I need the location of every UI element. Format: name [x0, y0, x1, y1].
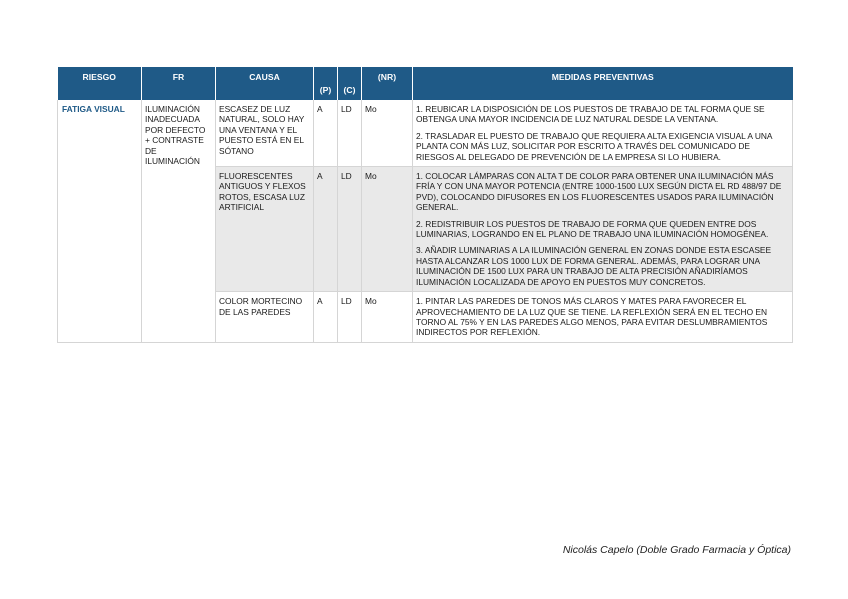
nr-cell: Mo	[362, 292, 413, 343]
medida-item: 2. TRASLADAR EL PUESTO DE TRABAJO QUE REQUIERA ALTA EXIGENCIA VISUAL A UNA PLANTA CON MÁS LUZ, SOLICITAR POR ESCRITO A TRAVÉS DEL COMUNICADO DE RIESGOS AL DELEGADO DE PREVENCIÓN DE LA EMPRESA SI LO HUBIERA.	[416, 130, 773, 162]
p-cell: A	[314, 292, 338, 343]
c-cell: LD	[338, 100, 362, 167]
medida-item: 1. PINTAR LAS PAREDES DE TONOS MÁS CLAROS Y MATES PARA FAVORECER EL APROVECHAMIENTO DE LA LUZ QUE SE TIENE. LA REFLEXIÓN SERÁ EN EL TECHO EN TORNO AL 75% Y EN LAS PAREDES ALGO MENOS, PARA EVITAR DESLUMBRAMIENTOS INDIRECTOS POR REFLEXIÓN.	[416, 296, 768, 338]
header-riesgo: RIESGO	[58, 67, 142, 100]
p-cell: A	[314, 100, 338, 167]
header-causa: CAUSA	[216, 67, 314, 100]
header-medidas: MEDIDAS PREVENTIVAS	[413, 67, 793, 100]
table-header-row	[58, 67, 793, 100]
fr-cell: ILUMINACIÓN INADECUADA POR DEFECTO + CONTRASTE DE ILUMINACIÓN	[142, 100, 216, 342]
medida-item: 1. REUBICAR LA DISPOSICIÓN DE LOS PUESTOS DE TRABAJO DE TAL FORMA QUE SE OBTENGA UNA MAYOR INCIDENCIA DE LUZ NATURAL DESDE LA VENTANA.	[416, 104, 765, 125]
risk-assessment-table	[57, 67, 793, 343]
riesgo-cell: FATIGA VISUAL	[58, 100, 142, 342]
header-p: (P)	[314, 67, 338, 100]
causa-cell: FLUORESCENTES ANTIGUOS Y FLEXOS ROTOS, ESCASA LUZ ARTIFICIAL	[216, 167, 314, 292]
header-fr: FR	[142, 67, 216, 100]
header-nr: (NR)	[362, 67, 413, 100]
medida-item: 3. AÑADIR LUMINARIAS A LA ILUMINACIÓN GENERAL EN ZONAS DONDE ESTA ESCASEE HASTA ALCANZAR LOS 1000 LUX DE FORMA GENERAL. ADEMÁS, PARA LOGRAR UNA ILUMINACIÓN DE 1500 LUX PARA UN TRABAJO DE ALTA PRECISIÓN AÑADIRÍAMOS ILUMINACIÓN LOCALIZADA DE APOYO EN PUESTOS MUY CONCRETOS.	[416, 245, 772, 287]
medidas-cell	[413, 100, 793, 167]
nr-cell: Mo	[362, 167, 413, 292]
c-cell: LD	[338, 292, 362, 343]
author-footer: Nicolás Capelo (Doble Grado Farmacia y Óptica)	[562, 544, 791, 556]
medidas-cell	[413, 292, 793, 343]
table-row	[58, 100, 793, 167]
nr-cell: Mo	[362, 100, 413, 167]
p-cell: A	[314, 167, 338, 292]
risk-table-container	[57, 67, 792, 343]
medida-item: 1. COLOCAR LÁMPARAS CON ALTA T DE COLOR PARA OBTENER UNA ILUMINACIÓN MÁS FRÍA Y CON UNA MAYOR POTENCIA (ENTRE 1000-1500 LUX SEGÚN DICTA EL RD 488/97 DE PVD), COLOCANDO DIFUSORES EN LOS FLUORESCENTES USADOS PARA ILUMINACIÓN GENERAL.	[416, 171, 782, 213]
medida-item: 2. REDISTRIBUIR LOS PUESTOS DE TRABAJO DE FORMA QUE QUEDEN ENTRE DOS LUMINARIAS, LOGRANDO EN EL PLANO DE TRABAJO UNA ILUMINACIÓN HOMOGÉNEA.	[416, 218, 769, 240]
causa-cell: COLOR MORTECINO DE LAS PAREDES	[216, 292, 314, 343]
causa-cell: ESCASEZ DE LUZ NATURAL, SOLO HAY UNA VENTANA Y EL PUESTO ESTÁ EN EL SÓTANO	[216, 100, 314, 167]
c-cell: LD	[338, 167, 362, 292]
medidas-cell	[413, 167, 793, 292]
header-c: (C)	[338, 67, 362, 100]
